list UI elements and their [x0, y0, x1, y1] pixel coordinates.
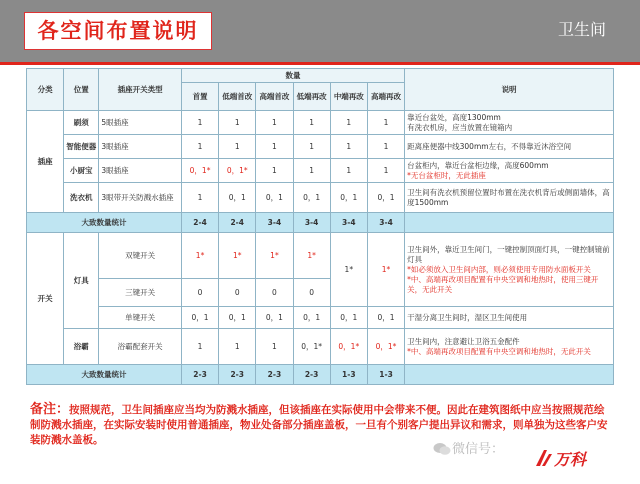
- value-cell: 1: [256, 159, 293, 183]
- value-cell: 1: [293, 111, 330, 135]
- remark: [30, 402, 612, 448]
- value-cell: 0，1: [293, 307, 330, 329]
- type-cell: 三键开关: [99, 279, 182, 307]
- page-title: 各空间布置说明: [24, 12, 212, 50]
- description-text: 台盆柜内，靠近台盆柜边缘，高度600mm: [407, 160, 549, 170]
- description-text: 有洗衣机房，应当放置在镜箱内: [407, 122, 513, 132]
- category-cell: 插座: [27, 111, 64, 213]
- summary-value: 3-4: [330, 213, 367, 233]
- watermark: 微信号：: [452, 442, 505, 457]
- value-cell: 1: [367, 111, 404, 135]
- value-cell: [181, 159, 218, 183]
- value-cell: 1: [219, 111, 256, 135]
- outlet-table: [26, 68, 614, 385]
- value-text: 1*: [381, 264, 391, 274]
- value-cell: [219, 159, 256, 183]
- value-cell: 0，1: [181, 307, 218, 329]
- type-cell: 双键开关: [99, 233, 182, 279]
- value-text: 0，1*: [226, 165, 248, 175]
- type-cell: 3眼插座: [99, 159, 182, 183]
- value-cell: 1: [330, 159, 367, 183]
- table-row: [27, 159, 614, 183]
- value-cell: 1: [219, 135, 256, 159]
- subhead: 高端首改: [256, 83, 293, 111]
- value-cell: 1: [181, 183, 218, 213]
- value-cell: 1*: [256, 233, 293, 279]
- position-cell: 智能便器: [64, 135, 99, 159]
- table-row: [27, 135, 614, 159]
- col-type: 插座开关类型: [99, 69, 182, 111]
- value-cell: 1: [181, 135, 218, 159]
- description-note: *无台盆柜时，无此插座: [407, 170, 486, 180]
- summary-value: 1-3: [367, 365, 404, 385]
- table-row: [27, 233, 614, 279]
- position-cell: 洗衣机: [64, 183, 99, 213]
- value-cell: 1: [367, 159, 404, 183]
- value-cell: 0，1: [330, 307, 367, 329]
- value-cell: 1: [330, 111, 367, 135]
- value-text: 1*: [344, 264, 354, 274]
- value-cell: 0，1*: [330, 329, 367, 365]
- type-cell: 5眼插座: [99, 111, 182, 135]
- description-cell: [405, 159, 614, 183]
- summary-value: 2-3: [293, 365, 330, 385]
- description-note: *中、高端再改项目配置有中央空调和地热时，使用三键开关，无此开关: [407, 274, 599, 294]
- value-text: 0，1*: [189, 165, 211, 175]
- value-cell: 0: [181, 279, 218, 307]
- summary-label: 大致数量统计: [27, 365, 182, 385]
- description-text: 卫生间外，靠近卫生间门，一键控制顶面灯具，一键控制镜前灯具: [407, 244, 610, 264]
- value-cell: 1*: [181, 233, 218, 279]
- value-cell: 1: [256, 135, 293, 159]
- type-cell: 3眼插座: [99, 135, 182, 159]
- description-cell: [405, 111, 614, 135]
- value-cell: 0: [256, 279, 293, 307]
- summary-value: 3-4: [256, 213, 293, 233]
- subhead: 低端再改: [293, 83, 330, 111]
- value-cell: 0，1: [256, 307, 293, 329]
- description-note: *中、高端再改项目配置有中央空调和地热时，无此开关: [407, 346, 591, 356]
- vanke-logo-icon: [534, 448, 554, 468]
- value-cell: 1: [293, 159, 330, 183]
- summary-value: 2-4: [219, 213, 256, 233]
- type-cell: 3眼带开关防溅水插座: [99, 183, 182, 213]
- value-cell: 0，1: [219, 183, 256, 213]
- description-text: 卫生间内，注意避让卫浴五金配件: [407, 336, 520, 346]
- value-cell: 1*: [219, 233, 256, 279]
- logo-text: 万科: [554, 450, 587, 469]
- subhead: 中端再改: [330, 83, 367, 111]
- wechat-icon: [433, 442, 451, 456]
- value-cell: 1*: [293, 233, 330, 279]
- type-cell: 浴霸配套开关: [99, 329, 182, 365]
- summary-value: 2-3: [256, 365, 293, 385]
- position-cell: 浴霸: [64, 329, 99, 365]
- type-cell: 单键开关: [99, 307, 182, 329]
- description-cell: [405, 329, 614, 365]
- value-cell: 0，1*: [367, 329, 404, 365]
- category-cell: 开关: [27, 233, 64, 365]
- summary-value: 3-4: [293, 213, 330, 233]
- description-text: 干湿分离卫生间时，湿区卫生间使用: [405, 307, 614, 329]
- summary-value: 2-3: [219, 365, 256, 385]
- description-text: 距离座便器中线300mm左右，不得靠近沐浴空间: [405, 135, 614, 159]
- header-row: [27, 69, 614, 83]
- summary-label: 大致数量统计: [27, 213, 182, 233]
- value-cell: [367, 233, 404, 307]
- summary-empty: [405, 365, 614, 385]
- description-note: *如必须放入卫生间内部，则必须使用专用防水面板开关: [407, 264, 591, 274]
- position-cell: 刷须: [64, 111, 99, 135]
- value-cell: 0，1: [330, 183, 367, 213]
- col-position: 位置: [64, 69, 99, 111]
- value-cell: 0，1: [219, 307, 256, 329]
- value-cell: 0，1: [367, 307, 404, 329]
- summary-empty: [405, 213, 614, 233]
- value-cell: 1: [367, 135, 404, 159]
- col-quantity: 数量: [181, 69, 404, 83]
- subhead: 低端首改: [219, 83, 256, 111]
- value-cell: 1: [330, 135, 367, 159]
- subhead: 高端再改: [367, 83, 404, 111]
- remark-text: 按照规范，卫生间插座应当均为防溅水插座，但该插座在实际使用中会带来不便。因此在建筑图纸中应当按照规范绘制防溅水插座，在实际安装时使用普通插座，物业处备部分插座盖板，一旦有个别客户提出异议和需求，则单独为这些客户安装防溅水盖板。: [30, 404, 608, 446]
- summary-value: 2-3: [181, 365, 218, 385]
- value-cell: 0，1*: [293, 329, 330, 365]
- table-row: [27, 111, 614, 135]
- value-cell: 1: [219, 329, 256, 365]
- summary-row: [27, 213, 614, 233]
- position-cell: 灯具: [64, 233, 99, 329]
- section-label: 卫生间: [557, 20, 606, 39]
- description-cell: [405, 233, 614, 307]
- value-cell: 0，1: [256, 183, 293, 213]
- table-row: [27, 307, 614, 329]
- value-cell: 1: [256, 111, 293, 135]
- value-cell: 1: [181, 329, 218, 365]
- summary-value: 3-4: [367, 213, 404, 233]
- subhead: 首置: [181, 83, 218, 111]
- divider: [0, 62, 640, 65]
- description-text: 卫生间有洗衣机预留位置时布置在洗衣机背后或侧面墙体，高度1500mm: [405, 183, 614, 213]
- value-cell: 0: [293, 279, 330, 307]
- value-cell: 0: [219, 279, 256, 307]
- value-cell: [330, 233, 367, 307]
- position-cell: 小厨宝: [64, 159, 99, 183]
- description-text: 靠近台盆处，高度1300mm: [407, 112, 501, 122]
- summary-value: 2-4: [181, 213, 218, 233]
- table-row: [27, 183, 614, 213]
- summary-value: 1-3: [330, 365, 367, 385]
- value-cell: 0，1: [367, 183, 404, 213]
- value-cell: 1: [181, 111, 218, 135]
- summary-row: [27, 365, 614, 385]
- col-description: 说明: [405, 69, 614, 111]
- value-cell: 1: [293, 135, 330, 159]
- value-cell: 0，1: [293, 183, 330, 213]
- remark-label: 备注：: [30, 402, 70, 417]
- col-category: 分类: [27, 69, 64, 111]
- header-bar: [0, 0, 640, 62]
- table-row: [27, 329, 614, 365]
- value-cell: 1: [256, 329, 293, 365]
